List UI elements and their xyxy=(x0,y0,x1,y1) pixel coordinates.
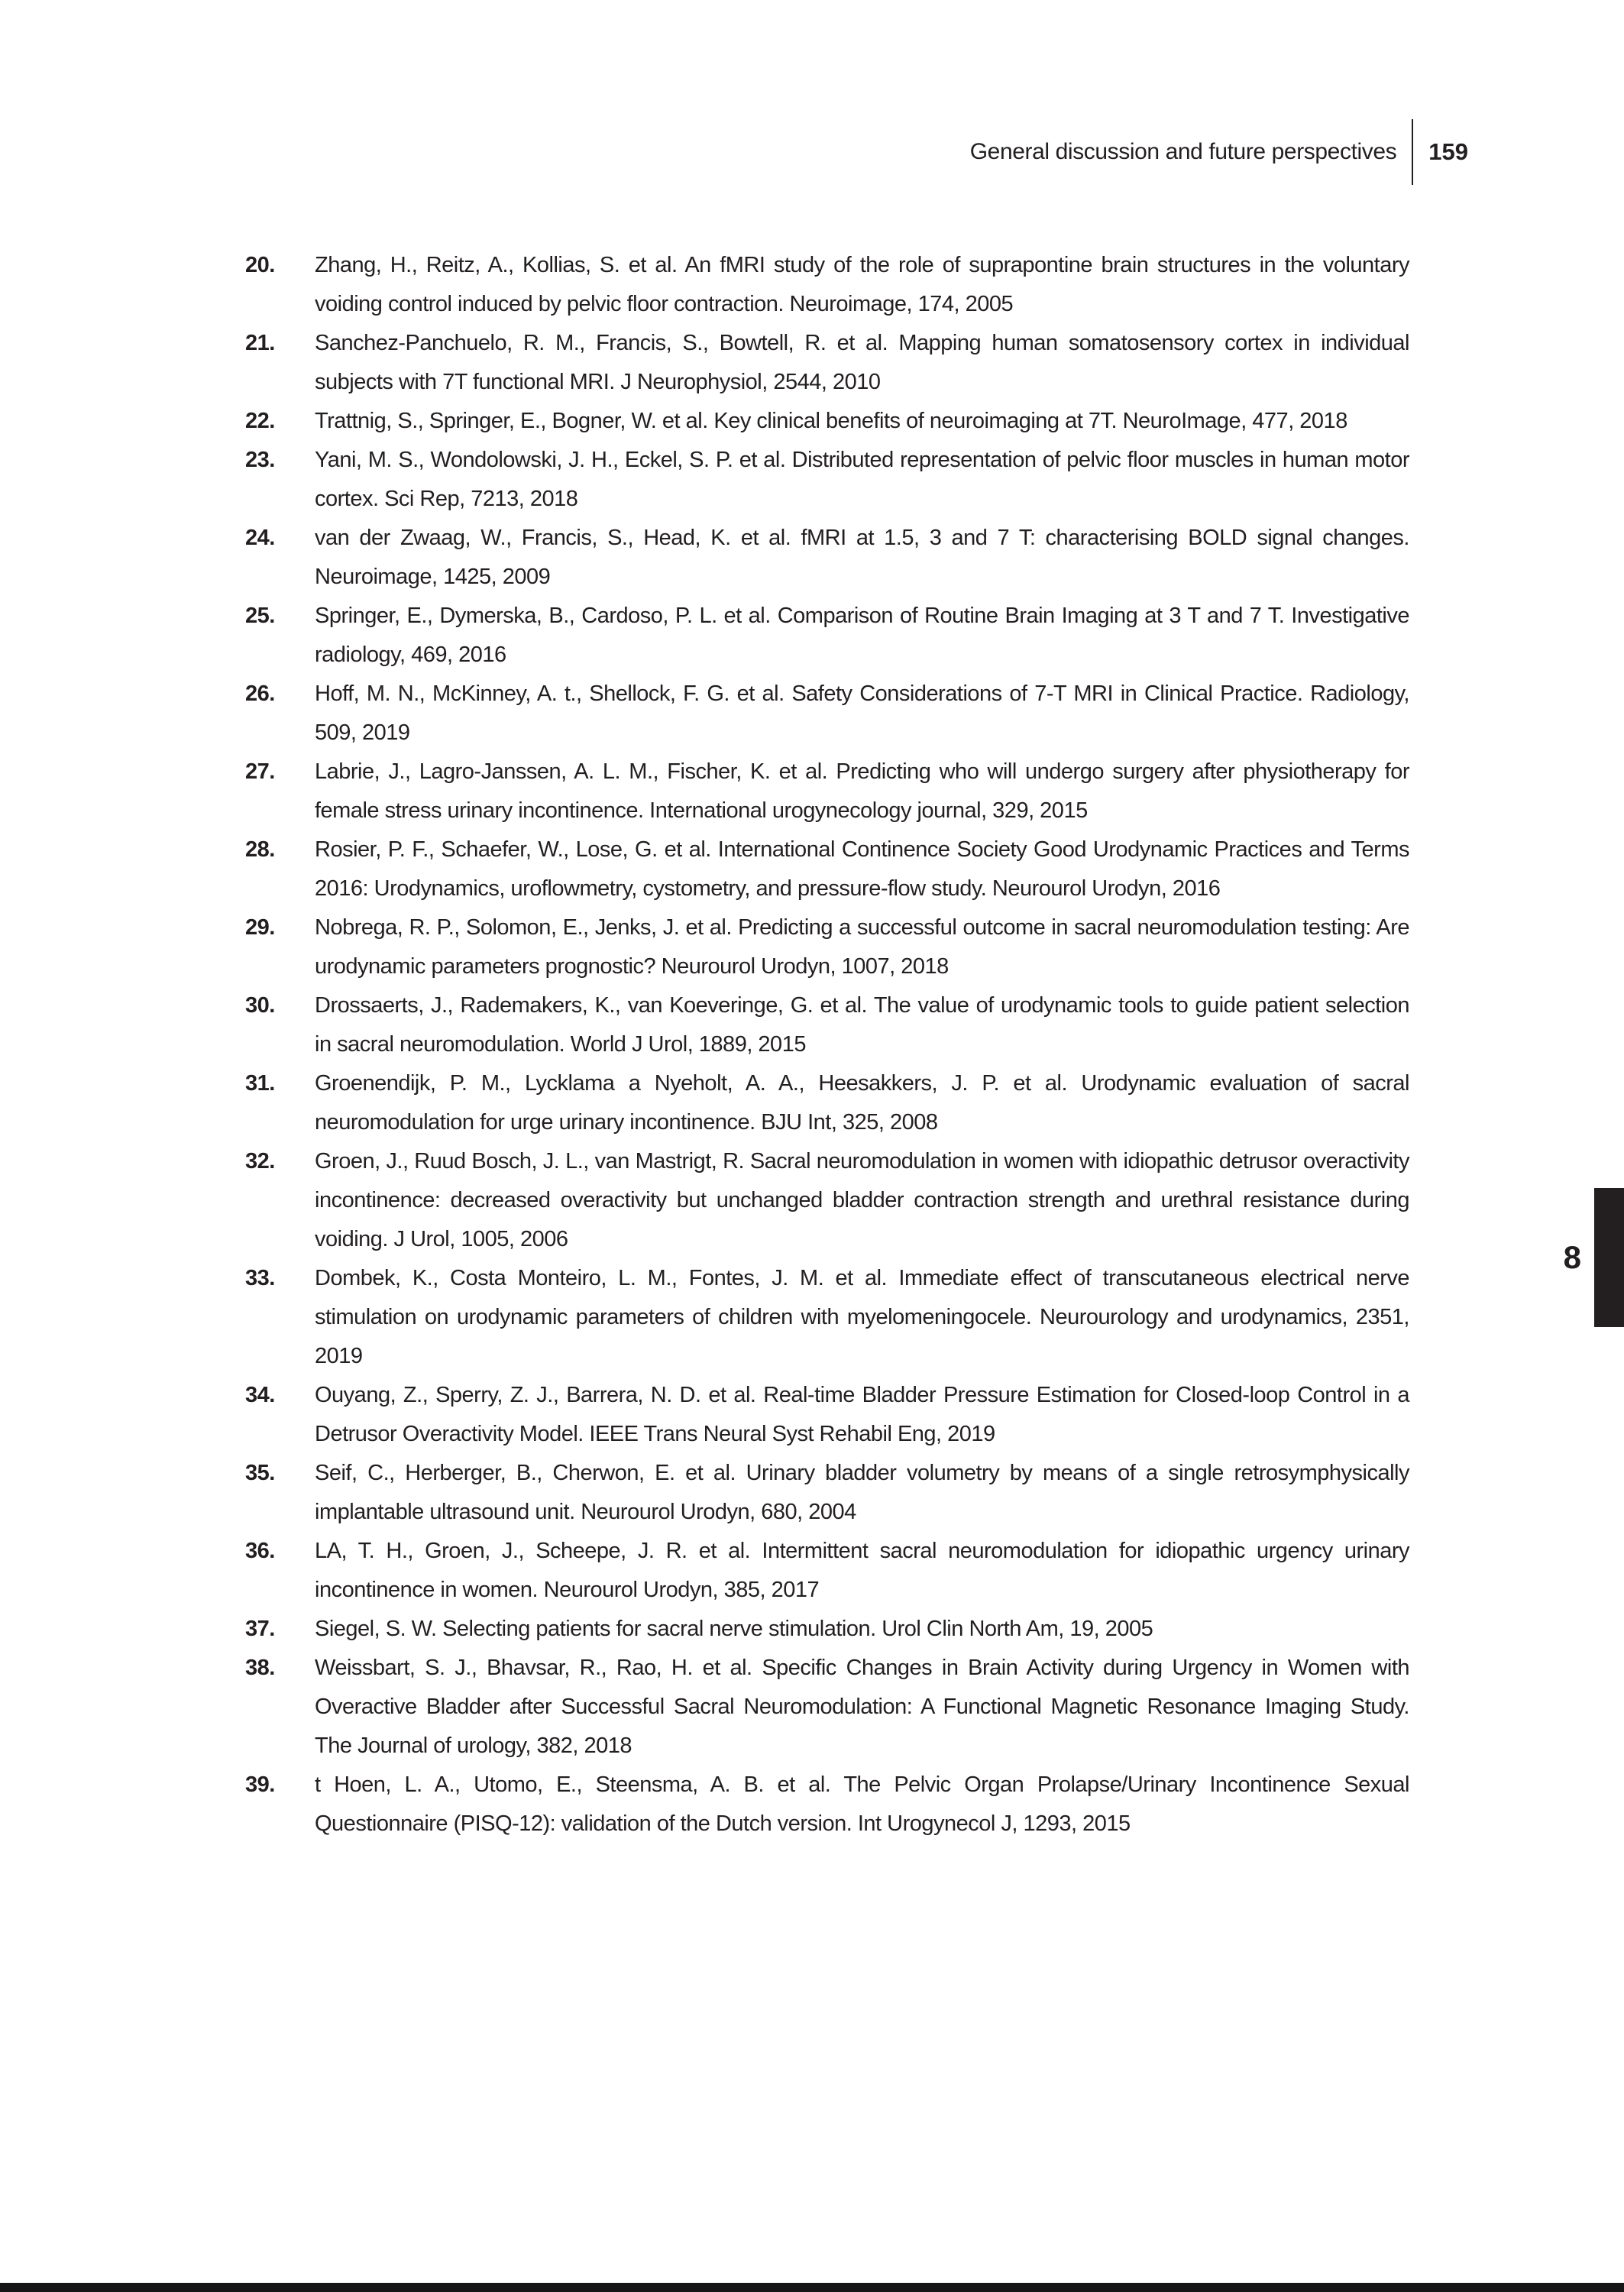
reference-item xyxy=(245,830,1409,908)
reference-item xyxy=(245,402,1409,441)
reference-number: 35. xyxy=(245,1461,275,1485)
reference-text: Groenendijk, P. M., Lycklama a Nyeholt, A. A., Heesakkers, J. P. et al. Urodynamic evaluation of sacral neuromodulation for urge urinary incontinence. BJU Int, 325, 2008 xyxy=(315,1071,1409,1135)
reference-number: 21. xyxy=(245,331,275,355)
reference-item xyxy=(245,1259,1409,1376)
reference-text: Nobrega, R. P., Solomon, E., Jenks, J. et al. Predicting a successful outcome in sacral neuromodulation testing: Are urodynamic parameters prognostic? Neurourol Urodyn, 1007, 2018 xyxy=(315,915,1409,979)
running-head: General discussion and future perspectives xyxy=(969,139,1397,164)
reference-number: 29. xyxy=(245,915,275,940)
reference-text: Weissbart, S. J., Bhavsar, R., Rao, H. et al. Specific Changes in Brain Activity during Urgency in Women with Overactive Bladder after Successful Sacral Neuromodulation: A Functional Magnetic Resonance Imaging Study. The Journal of urology, 382, 2018 xyxy=(315,1656,1409,1758)
reference-item xyxy=(245,1376,1409,1454)
reference-item xyxy=(245,753,1409,830)
reference-number: 33. xyxy=(245,1266,275,1290)
reference-item xyxy=(245,675,1409,753)
reference-text: Trattnig, S., Springer, E., Bogner, W. et al. Key clinical benefits of neuroimaging at 7T. NeuroImage, 477, 2018 xyxy=(315,409,1347,433)
reference-text: LA, T. H., Groen, J., Scheepe, J. R. et al. Intermittent sacral neuromodulation for idiopathic urgency urinary incontinence in women. Neurourol Urodyn, 385, 2017 xyxy=(315,1539,1409,1602)
reference-item xyxy=(245,246,1409,324)
reference-item xyxy=(245,324,1409,402)
reference-item xyxy=(245,908,1409,986)
reference-item xyxy=(245,597,1409,675)
reference-item xyxy=(245,986,1409,1064)
reference-item xyxy=(245,1649,1409,1766)
reference-number: 38. xyxy=(245,1656,275,1680)
reference-text: Dombek, K., Costa Monteiro, L. M., Fontes, J. M. et al. Immediate effect of transcutaneous electrical nerve stimulation on urodynamic parameters of children with myelomeningocele. Neurourology and urodynamics, 2351, 2019 xyxy=(315,1266,1409,1368)
header-divider xyxy=(1412,119,1413,185)
reference-text: t Hoen, L. A., Utomo, E., Steensma, A. B. et al. The Pelvic Organ Prolapse/Urinary Incontinence Sexual Questionnaire (PISQ-12): validation of the Dutch version. Int Urogynecol J, 1293, 2015 xyxy=(315,1772,1409,1836)
reference-text: Drossaerts, J., Rademakers, K., van Koeveringe, G. et al. The value of urodynamic tools to guide patient selection in sacral neuromodulation. World J Urol, 1889, 2015 xyxy=(315,993,1409,1057)
reference-text: Yani, M. S., Wondolowski, J. H., Eckel, S. P. et al. Distributed representation of pelvic floor muscles in human motor cortex. Sci Rep, 7213, 2018 xyxy=(315,448,1409,511)
reference-number: 31. xyxy=(245,1071,275,1096)
reference-number: 24. xyxy=(245,526,275,550)
reference-item xyxy=(245,1064,1409,1142)
reference-number: 20. xyxy=(245,253,275,277)
reference-number: 36. xyxy=(245,1539,275,1563)
reference-number: 27. xyxy=(245,759,275,784)
reference-number: 28. xyxy=(245,837,275,862)
reference-item xyxy=(245,1766,1409,1844)
reference-number: 22. xyxy=(245,409,275,433)
chapter-tab xyxy=(1594,1188,1624,1327)
reference-list xyxy=(245,246,1409,1844)
reference-number: 32. xyxy=(245,1149,275,1174)
reference-item xyxy=(245,1142,1409,1259)
reference-text: Siegel, S. W. Selecting patients for sacral nerve stimulation. Urol Clin North Am, 19, 2005 xyxy=(315,1617,1153,1641)
reference-text: Labrie, J., Lagro-Janssen, A. L. M., Fischer, K. et al. Predicting who will undergo surgery after physiotherapy for female stress urinary incontinence. International urogynecology journal, 329, 2015 xyxy=(315,759,1409,823)
reference-number: 34. xyxy=(245,1383,275,1407)
reference-text: Sanchez-Panchuelo, R. M., Francis, S., Bowtell, R. et al. Mapping human somatosensory cortex in individual subjects with 7T functional MRI. J Neurophysiol, 2544, 2010 xyxy=(315,331,1409,394)
reference-number: 26. xyxy=(245,681,275,706)
reference-number: 23. xyxy=(245,448,275,472)
reference-item xyxy=(245,1454,1409,1532)
bottom-bar xyxy=(0,2283,1624,2292)
page-header xyxy=(970,119,1468,185)
reference-text: Zhang, H., Reitz, A., Kollias, S. et al. An fMRI study of the role of suprapontine brain structures in the voluntary voiding control induced by pelvic floor contraction. Neuroimage, 174, 2005 xyxy=(315,253,1409,316)
page-number: 159 xyxy=(1428,138,1468,165)
reference-text: Seif, C., Herberger, B., Cherwon, E. et al. Urinary bladder volumetry by means of a single retrosymphysically implantable ultrasound unit. Neurourol Urodyn, 680, 2004 xyxy=(315,1461,1409,1524)
reference-item xyxy=(245,1532,1409,1610)
reference-number: 25. xyxy=(245,604,275,628)
reference-text: Springer, E., Dymerska, B., Cardoso, P. L. et al. Comparison of Routine Brain Imaging at 3 T and 7 T. Investigative radiology, 469, 2016 xyxy=(315,604,1409,667)
chapter-number: 8 xyxy=(1563,1239,1581,1275)
reference-number: 30. xyxy=(245,993,275,1018)
reference-item xyxy=(245,441,1409,519)
reference-number: 37. xyxy=(245,1617,275,1641)
reference-text: Groen, J., Ruud Bosch, J. L., van Mastrigt, R. Sacral neuromodulation in women with idiopathic detrusor overactivity incontinence: decreased overactivity but unchanged bladder contraction strength and urethral resistance during voiding. J Urol, 1005, 2006 xyxy=(315,1149,1409,1251)
reference-text: Rosier, P. F., Schaefer, W., Lose, G. et al. International Continence Society Good Urodynamic Practices and Terms 2016: Urodynamics, uroflowmetry, cystometry, and pressure-flow study. Neurourol Urodyn, 2016 xyxy=(315,837,1409,901)
reference-item xyxy=(245,519,1409,597)
reference-text: Hoff, M. N., McKinney, A. t., Shellock, F. G. et al. Safety Considerations of 7-T MRI in Clinical Practice. Radiology, 509, 2019 xyxy=(315,681,1409,745)
reference-item xyxy=(245,1610,1409,1649)
reference-number: 39. xyxy=(245,1772,275,1797)
reference-text: Ouyang, Z., Sperry, Z. J., Barrera, N. D. et al. Real-time Bladder Pressure Estimation for Closed-loop Control in a Detrusor Overactivity Model. IEEE Trans Neural Syst Rehabil Eng, 2019 xyxy=(315,1383,1409,1446)
reference-text: van der Zwaag, W., Francis, S., Head, K. et al. fMRI at 1.5, 3 and 7 T: characterising BOLD signal changes. Neuroimage, 1425, 2009 xyxy=(315,526,1409,589)
